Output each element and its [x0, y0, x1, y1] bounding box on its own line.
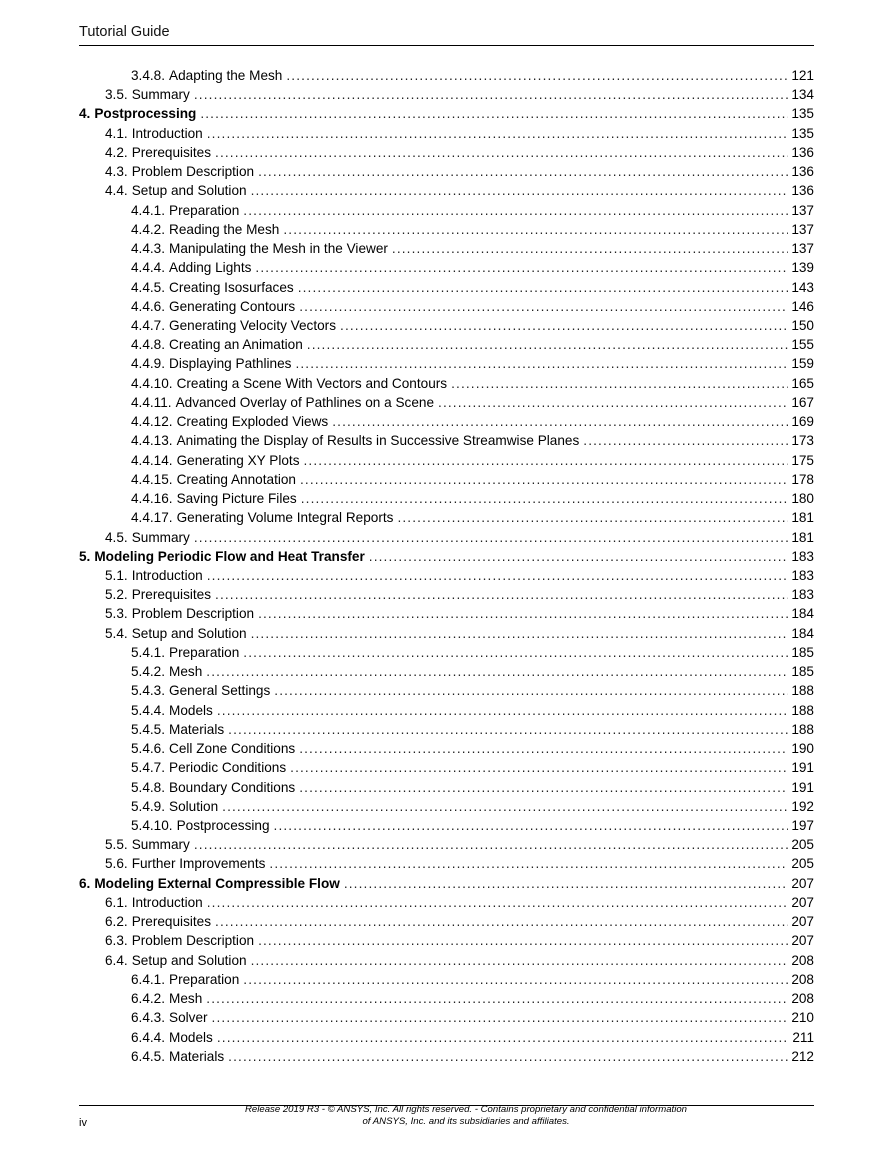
- toc-entry[interactable]: [0, 547, 893, 566]
- toc-dot-leader: [258, 931, 788, 950]
- toc-entry[interactable]: [0, 528, 893, 547]
- toc-entry[interactable]: [0, 1047, 893, 1066]
- toc-entry[interactable]: [0, 258, 893, 277]
- toc-dot-leader: [438, 393, 788, 412]
- toc-entry[interactable]: [0, 201, 893, 220]
- page-number: iv: [79, 1117, 87, 1129]
- toc-entry-number: 4.4.16.: [131, 491, 173, 507]
- toc-entry-page: 207: [791, 894, 814, 910]
- toc-entry-number: 4.4.: [105, 183, 128, 199]
- toc-entry[interactable]: [0, 643, 893, 662]
- toc-entry-number: 4.4.14.: [131, 452, 173, 468]
- toc-entry-page: 192: [791, 798, 814, 814]
- toc-entry-number: 5.2.: [105, 587, 128, 603]
- toc-dot-leader: [286, 66, 788, 85]
- toc-entry-page: 207: [791, 933, 814, 949]
- toc-dot-leader: [251, 624, 789, 643]
- toc-entry-page: 137: [791, 241, 814, 257]
- page-header-title: Tutorial Guide: [79, 24, 170, 40]
- toc-dot-leader: [251, 181, 789, 200]
- toc-entry-number: 6.4.4.: [131, 1029, 166, 1045]
- toc-entry[interactable]: [0, 951, 893, 970]
- toc-dot-leader: [228, 1047, 788, 1066]
- toc-dot-leader: [258, 604, 788, 623]
- toc-entry-title: Preparation: [169, 644, 240, 660]
- toc-entry[interactable]: [0, 508, 893, 527]
- toc-entry-number: 5.4.: [105, 625, 128, 641]
- toc-entry-title: Introduction: [131, 567, 203, 583]
- toc-entry-number: 4.4.1.: [131, 202, 166, 218]
- toc-entry-page: 181: [791, 529, 814, 545]
- toc-entry-page: 208: [791, 971, 814, 987]
- toc-entry-title: Further Improvements: [131, 856, 266, 872]
- toc-entry-page: 165: [791, 375, 814, 391]
- toc-entry-page: 136: [791, 183, 814, 199]
- toc-entry[interactable]: [0, 278, 893, 297]
- toc-entry-page: 185: [791, 644, 814, 660]
- toc-entry-title: Mesh: [169, 664, 203, 680]
- toc-entry-page: 183: [791, 567, 814, 583]
- toc-entry-number: 6.4.3.: [131, 1010, 166, 1026]
- toc-entry-number: 5.4.1.: [131, 644, 166, 660]
- toc-dot-leader: [301, 489, 789, 508]
- toc-entry[interactable]: [0, 854, 893, 873]
- toc-entry-number: 5.4.10.: [131, 817, 173, 833]
- toc-entry-page: 190: [791, 741, 814, 757]
- toc-dot-leader: [206, 662, 788, 681]
- toc-entry-page: 146: [791, 298, 814, 314]
- toc-entry-title: Preparation: [169, 202, 240, 218]
- toc-dot-leader: [299, 778, 788, 797]
- toc-entry-page: 183: [791, 587, 814, 603]
- toc-entry-title: Generating Volume Integral Reports: [176, 510, 394, 526]
- toc-entry-number: 4.4.7.: [131, 317, 166, 333]
- toc-entry-number: 4.4.8.: [131, 337, 166, 353]
- toc-entry-number: 6.: [79, 875, 91, 891]
- toc-entry-title: Displaying Pathlines: [169, 356, 292, 372]
- toc-dot-leader: [299, 297, 788, 316]
- toc-dot-leader: [298, 278, 789, 297]
- toc-entry-title: Animating the Display of Results in Successive Streamwise Planes: [176, 433, 580, 449]
- toc-dot-leader: [251, 951, 789, 970]
- toc-dot-leader: [255, 258, 788, 277]
- toc-entry[interactable]: [0, 681, 893, 700]
- toc-entry[interactable]: [0, 431, 893, 450]
- toc-entry-number: 4.4.4.: [131, 260, 166, 276]
- toc-entry-number: 6.4.: [105, 952, 128, 968]
- toc-entry[interactable]: [0, 893, 893, 912]
- toc-dot-leader: [269, 854, 788, 873]
- toc-entry-title: Postprocessing: [94, 106, 197, 122]
- toc-entry-title: Modeling External Compressible Flow: [94, 875, 340, 891]
- toc-dot-leader: [243, 643, 788, 662]
- toc-entry[interactable]: [0, 470, 893, 489]
- toc-entry[interactable]: [0, 989, 893, 1008]
- toc-entry-title: Introduction: [131, 894, 203, 910]
- toc-entry-page: 184: [791, 625, 814, 641]
- toc-entry-title: Prerequisites: [131, 914, 212, 930]
- toc-entry-title: Advanced Overlay of Pathlines on a Scene: [175, 394, 435, 410]
- toc-entry[interactable]: [0, 220, 893, 239]
- toc-entry[interactable]: [0, 758, 893, 777]
- toc-entry[interactable]: [0, 739, 893, 758]
- toc-entry-title: Problem Description: [131, 164, 255, 180]
- toc-entry-page: 137: [791, 202, 814, 218]
- toc-entry-page: 183: [791, 548, 814, 564]
- toc-dot-leader: [200, 104, 788, 123]
- toc-entry-title: Generating Velocity Vectors: [169, 317, 337, 333]
- toc-entry[interactable]: [0, 566, 893, 585]
- toc-dot-leader: [290, 758, 788, 777]
- toc-entry-title: Modeling Periodic Flow and Heat Transfer: [94, 548, 365, 564]
- toc-entry[interactable]: [0, 701, 893, 720]
- toc-entry[interactable]: [0, 874, 893, 893]
- toc-entry-title: Materials: [169, 1048, 225, 1064]
- toc-entry-title: Creating Exploded Views: [176, 414, 329, 430]
- toc-dot-leader: [583, 431, 788, 450]
- toc-entry-number: 5.: [79, 548, 91, 564]
- toc-entry-page: 180: [791, 491, 814, 507]
- toc-entry-page: 208: [791, 991, 814, 1007]
- toc-entry-number: 5.6.: [105, 856, 128, 872]
- toc-entry-page: 135: [791, 125, 814, 141]
- toc-entry-page: 139: [791, 260, 814, 276]
- toc-entry-title: Generating XY Plots: [176, 452, 300, 468]
- toc-entry-title: Cell Zone Conditions: [169, 741, 296, 757]
- toc-entry-page: 207: [791, 875, 814, 891]
- toc-entry-number: 5.4.6.: [131, 741, 166, 757]
- toc-entry[interactable]: [0, 778, 893, 797]
- toc-entry-number: 5.4.8.: [131, 779, 166, 795]
- toc-dot-leader: [217, 1028, 789, 1047]
- toc-entry-page: 184: [791, 606, 814, 622]
- toc-entry-title: Periodic Conditions: [169, 760, 287, 776]
- toc-dot-leader: [207, 124, 789, 143]
- toc-entry[interactable]: [0, 451, 893, 470]
- toc-entry[interactable]: [0, 912, 893, 931]
- toc-entry[interactable]: [0, 1008, 893, 1027]
- toc-entry-number: 4.5.: [105, 529, 128, 545]
- toc-entry-page: 188: [791, 721, 814, 737]
- toc-entry-number: 4.4.6.: [131, 298, 166, 314]
- toc-entry-number: 3.5.: [105, 87, 128, 103]
- toc-entry-title: Summary: [131, 529, 190, 545]
- toc-entry-number: 5.3.: [105, 606, 128, 622]
- toc-entry[interactable]: [0, 662, 893, 681]
- toc-entry-number: 6.3.: [105, 933, 128, 949]
- toc-entry-page: 185: [791, 664, 814, 680]
- toc-entry-number: 6.4.2.: [131, 991, 166, 1007]
- toc-entry-title: Solution: [169, 798, 219, 814]
- toc-entry-number: 5.4.7.: [131, 760, 166, 776]
- toc-entry[interactable]: [0, 585, 893, 604]
- toc-dot-leader: [228, 720, 788, 739]
- toc-entry-title: Manipulating the Mesh in the Viewer: [169, 241, 388, 257]
- toc-entry-page: 143: [791, 279, 814, 295]
- toc-entry[interactable]: [0, 297, 893, 316]
- toc-entry[interactable]: [0, 970, 893, 989]
- toc-entry-number: 6.2.: [105, 914, 128, 930]
- toc-entry-page: 137: [791, 221, 814, 237]
- toc-entry-number: 4.3.: [105, 164, 128, 180]
- toc-entry-page: 136: [791, 164, 814, 180]
- toc-entry[interactable]: [0, 816, 893, 835]
- toc-dot-leader: [194, 835, 788, 854]
- toc-entry[interactable]: [0, 239, 893, 258]
- toc-entry-page: 155: [791, 337, 814, 353]
- toc-entry[interactable]: [0, 354, 893, 373]
- toc-entry-title: Setup and Solution: [131, 625, 247, 641]
- footer-line-1: Release 2019 R3 - © ANSYS, Inc. All rights reserved. - Contains proprietary and confidential information: [244, 1104, 688, 1115]
- header-divider: [79, 45, 814, 46]
- toc-entry-page: 188: [791, 702, 814, 718]
- toc-entry-title: Preparation: [169, 971, 240, 987]
- toc-dot-leader: [283, 220, 788, 239]
- toc-dot-leader: [207, 893, 789, 912]
- footer-copyright: [200, 1104, 732, 1128]
- toc-entry[interactable]: [0, 624, 893, 643]
- toc-dot-leader: [222, 797, 788, 816]
- toc-entry-title: Adapting the Mesh: [169, 68, 283, 83]
- toc-entry-number: 4.4.5.: [131, 279, 166, 295]
- toc-entry-page: 175: [791, 452, 814, 468]
- toc-entry-page: 212: [791, 1048, 814, 1064]
- toc-entry[interactable]: [0, 393, 893, 412]
- toc-entry-title: Saving Picture Files: [176, 491, 297, 507]
- toc-entry-title: General Settings: [169, 683, 271, 699]
- toc-entry[interactable]: [0, 931, 893, 950]
- toc-entry-title: Creating an Animation: [169, 337, 303, 353]
- toc-entry-number: 5.4.2.: [131, 664, 166, 680]
- toc-entry[interactable]: [0, 374, 893, 393]
- toc-entry-page: 191: [791, 760, 814, 776]
- toc-entry[interactable]: [0, 181, 893, 200]
- toc-entry-title: Models: [169, 702, 213, 718]
- toc-dot-leader: [295, 354, 788, 373]
- toc-entry-page: 134: [791, 87, 814, 103]
- toc-entry-page: 207: [791, 914, 814, 930]
- toc-entry-page: 181: [791, 510, 814, 526]
- toc-entry-number: 4.4.11.: [131, 394, 172, 410]
- toc-entry-title: Postprocessing: [176, 817, 270, 833]
- toc-dot-leader: [207, 566, 789, 585]
- toc-entry-number: 5.4.3.: [131, 683, 166, 699]
- toc-entry-title: Generating Contours: [169, 298, 296, 314]
- toc-entry-page: 205: [791, 837, 814, 853]
- toc-entry[interactable]: [0, 412, 893, 431]
- toc-dot-leader: [369, 547, 789, 566]
- toc-entry[interactable]: [0, 1028, 893, 1047]
- toc-entry[interactable]: [0, 316, 893, 335]
- toc-entry-title: Prerequisites: [131, 144, 212, 160]
- toc-entry[interactable]: [0, 720, 893, 739]
- toc-entry-page: 188: [791, 683, 814, 699]
- toc-dot-leader: [344, 874, 788, 893]
- toc-entry-title: Setup and Solution: [131, 952, 247, 968]
- toc-entry[interactable]: [0, 835, 893, 854]
- toc-dot-leader: [243, 201, 788, 220]
- toc-entry-page: 167: [791, 394, 814, 410]
- toc-dot-leader: [332, 412, 788, 431]
- toc-entry-page: 150: [791, 317, 814, 333]
- toc-entry-title: Boundary Conditions: [169, 779, 296, 795]
- toc-dot-leader: [215, 143, 788, 162]
- toc-dot-leader: [243, 970, 788, 989]
- toc-entry-number: 4.2.: [105, 144, 128, 160]
- toc-dot-leader: [392, 239, 788, 258]
- toc-entry-title: Adding Lights: [169, 260, 252, 276]
- toc-dot-leader: [307, 335, 789, 354]
- toc-entry-number: 5.1.: [105, 567, 128, 583]
- toc-entry-number: 4.4.15.: [131, 471, 173, 487]
- toc-entry-page: 159: [791, 356, 814, 372]
- toc-entry-number: 6.4.1.: [131, 971, 166, 987]
- toc-dot-leader: [206, 989, 788, 1008]
- toc-dot-leader: [304, 451, 789, 470]
- toc-entry-page: 136: [791, 144, 814, 160]
- toc-entry-number: 4.4.17.: [131, 510, 173, 526]
- toc-entry[interactable]: [0, 489, 893, 508]
- toc-entry-number: 4.: [79, 106, 91, 122]
- toc-entry[interactable]: [0, 104, 893, 123]
- toc-entry-number: 5.4.5.: [131, 721, 166, 737]
- toc-entry-title: Problem Description: [131, 606, 255, 622]
- toc-dot-leader: [258, 162, 788, 181]
- toc-entry-page: 205: [791, 856, 814, 872]
- toc-dot-leader: [217, 701, 788, 720]
- toc-entry-title: Introduction: [131, 125, 203, 141]
- toc-entry-number: 4.4.9.: [131, 356, 166, 372]
- toc-entry-number: 4.1.: [105, 125, 128, 141]
- toc-dot-leader: [451, 374, 788, 393]
- toc-entry-title: Mesh: [169, 991, 203, 1007]
- footer-line-2: of ANSYS, Inc. and its subsidiaries and affiliates.: [362, 1116, 570, 1127]
- toc-entry-title: Setup and Solution: [131, 183, 247, 199]
- toc-dot-leader: [212, 1008, 789, 1027]
- toc-entry-title: Creating Isosurfaces: [169, 279, 294, 295]
- toc-dot-leader: [215, 912, 788, 931]
- toc-entry-page: 135: [791, 106, 814, 122]
- toc-entry[interactable]: [0, 124, 893, 143]
- toc-entry-number: 6.1.: [105, 894, 128, 910]
- toc-entry-title: Materials: [169, 721, 225, 737]
- toc-entry-title: Prerequisites: [131, 587, 212, 603]
- toc-entry-number: 4.4.13.: [131, 433, 173, 449]
- toc-entry[interactable]: [0, 85, 893, 104]
- toc-dot-leader: [274, 681, 788, 700]
- toc-entry-number: 4.4.2.: [131, 221, 166, 237]
- toc-dot-leader: [397, 508, 788, 527]
- toc-entry[interactable]: [0, 797, 893, 816]
- toc-entry[interactable]: [0, 335, 893, 354]
- toc-entry-title: Summary: [131, 87, 190, 103]
- toc-dot-leader: [340, 316, 788, 335]
- toc-entry-title: Models: [169, 1029, 213, 1045]
- toc-entry[interactable]: [0, 162, 893, 181]
- toc-entry-title: Creating Annotation: [176, 471, 296, 487]
- toc-entry-title: Summary: [131, 837, 190, 853]
- toc-entry-page: 178: [791, 471, 814, 487]
- toc-entry-page: 197: [791, 817, 814, 833]
- toc-entry-page: 191: [791, 779, 814, 795]
- toc-dot-leader: [194, 85, 788, 104]
- toc-entry-page: 169: [791, 414, 814, 430]
- toc-entry[interactable]: [0, 604, 893, 623]
- toc-dot-leader: [300, 470, 788, 489]
- toc-entry-page: 211: [792, 1029, 814, 1045]
- toc-entry-page: 173: [791, 433, 814, 449]
- toc-entry-page: 121: [791, 68, 814, 83]
- toc-entry-number: 4.4.10.: [131, 375, 173, 391]
- toc-entry-number: 4.4.12.: [131, 414, 173, 430]
- toc-entry-number: 5.5.: [105, 837, 128, 853]
- toc-entry-page: 208: [791, 952, 814, 968]
- toc-entry-title: Creating a Scene With Vectors and Contours: [176, 375, 448, 391]
- toc-entry-page: 210: [791, 1010, 814, 1026]
- toc-entry[interactable]: [0, 143, 893, 162]
- toc-entry-number: 4.4.3.: [131, 241, 166, 257]
- toc-entry-number: 5.4.9.: [131, 798, 166, 814]
- toc-dot-leader: [194, 528, 788, 547]
- toc-entry-number: 6.4.5.: [131, 1048, 166, 1064]
- toc-entry-title: Problem Description: [131, 933, 255, 949]
- toc-dot-leader: [215, 585, 788, 604]
- toc-entry-title: Reading the Mesh: [169, 221, 280, 237]
- toc-entry-number: 3.4.8.: [131, 68, 166, 83]
- toc-entry-title: Solver: [169, 1010, 208, 1026]
- toc-dot-leader: [274, 816, 789, 835]
- toc-entry-number: 5.4.4.: [131, 702, 166, 718]
- toc-dot-leader: [299, 739, 788, 758]
- toc-entry[interactable]: [0, 66, 893, 85]
